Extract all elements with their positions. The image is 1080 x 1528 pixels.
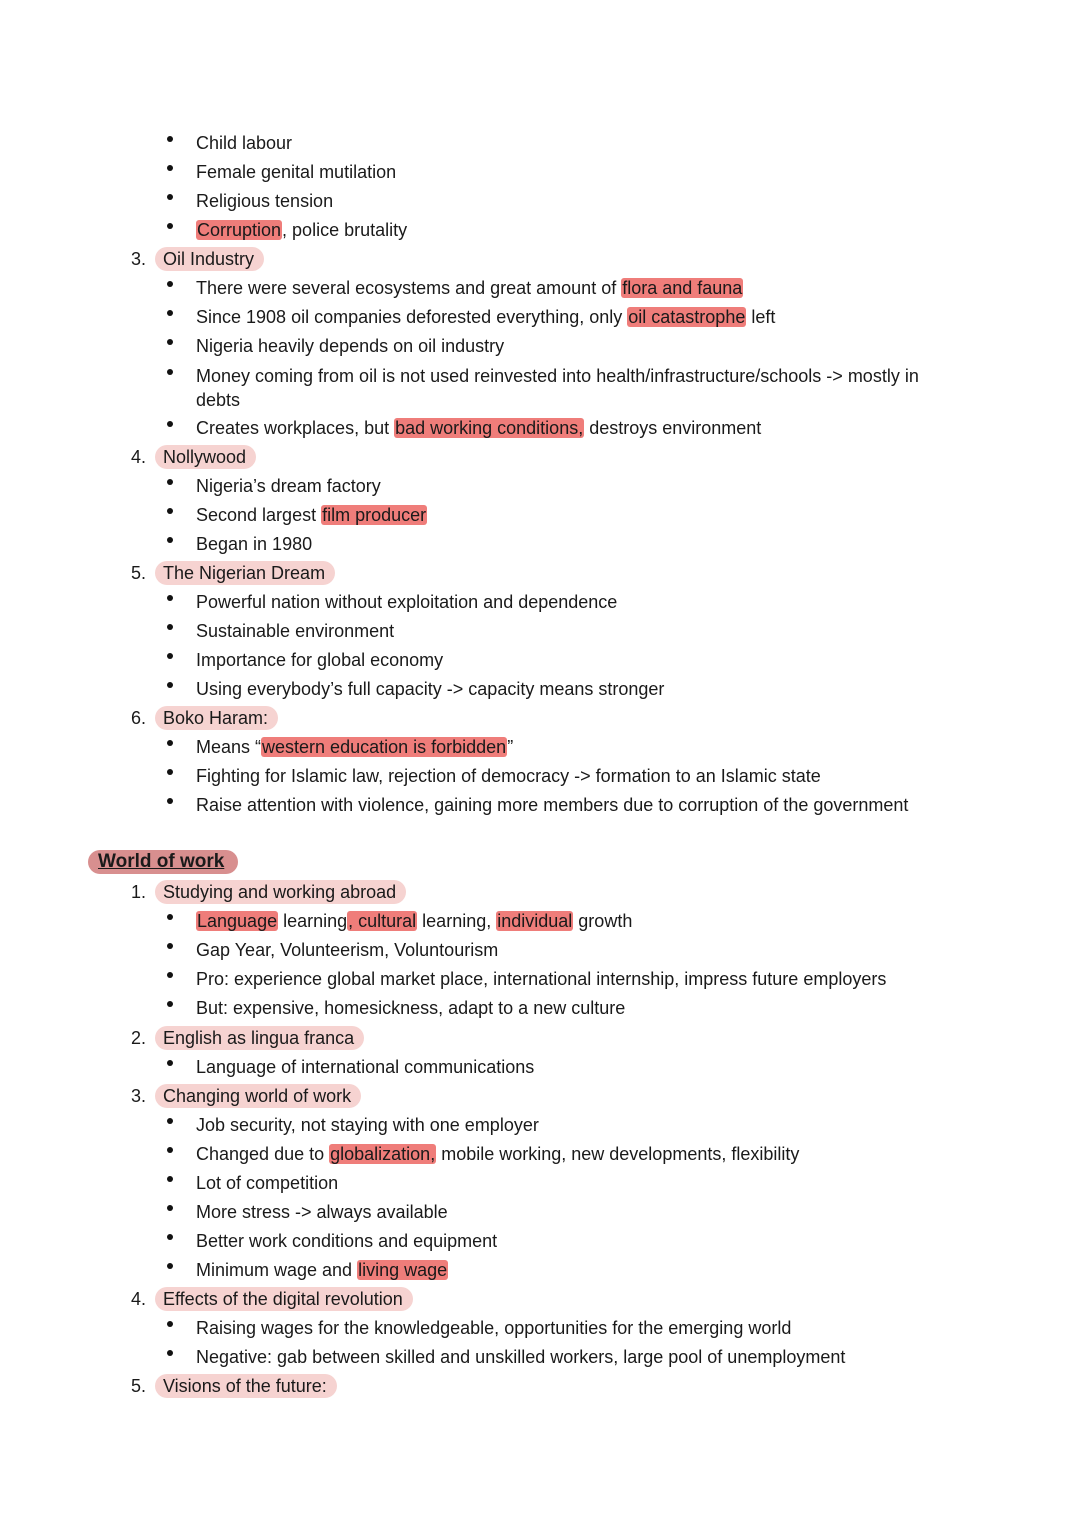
list-number: 5. [131, 563, 147, 583]
bullet [167, 339, 173, 345]
bullet [167, 369, 173, 375]
list-item: Raise attention with violence, gaining more members due to corruption of the government [196, 795, 909, 815]
list-item: Gap Year, Volunteerism, Voluntourism [196, 940, 499, 960]
list-item: Nigeria heavily depends on oil industry [196, 336, 505, 356]
heading-studying-abroad: Studying and working abroad [155, 880, 406, 904]
bullet [167, 769, 173, 775]
list-item: Language of international communications [196, 1057, 535, 1077]
highlight: globalization, [330, 1144, 436, 1164]
list-item: Better work conditions and equipment [196, 1231, 498, 1251]
highlight: individual [497, 911, 573, 931]
heading-changing-world-of-work: Changing world of work [155, 1084, 361, 1108]
list-item: Creates workplaces, but bad working conditions, destroys environment [196, 418, 762, 438]
list-item: Using everybody’s full capacity -> capacity means stronger [196, 679, 665, 699]
bullet [167, 943, 173, 949]
bullet [167, 165, 173, 171]
list-item: Pro: experience global market place, international internship, impress future employers [196, 969, 887, 989]
heading-visions-of-the-future: Visions of the future: [155, 1374, 337, 1398]
list-number: 3. [131, 1086, 147, 1106]
bullet [167, 1205, 173, 1211]
list-item: Means “western education is forbidden” [196, 737, 514, 757]
highlight: Corruption [197, 220, 282, 240]
heading-boko-haram: Boko Haram: [155, 706, 278, 730]
heading-nigerian-dream: The Nigerian Dream [155, 561, 335, 585]
heading-oil-industry: Oil Industry [155, 247, 264, 271]
bullet [167, 972, 173, 978]
bullet [167, 653, 173, 659]
bullet [167, 1060, 173, 1066]
bullet [167, 281, 173, 287]
highlight: flora and fauna [622, 278, 743, 298]
bullet [167, 1321, 173, 1327]
list-item: Negative: gab between skilled and unskilled workers, large pool of unemployment [196, 1347, 846, 1367]
list-item: But: expensive, homesickness, adapt to a new culture [196, 998, 626, 1018]
bullet [167, 682, 173, 688]
highlight: , cultural [348, 911, 417, 931]
highlight: Language [197, 911, 278, 931]
list-item: Money coming from oil is not used reinvested into health/infrastructure/schools -> mostly in debts [196, 366, 919, 410]
list-item: Sustainable environment [196, 621, 395, 641]
highlight: western education is forbidden [262, 737, 507, 757]
bullet [167, 194, 173, 200]
list-item: Child labour [196, 133, 293, 153]
bullet [167, 914, 173, 920]
bullet [167, 537, 173, 543]
list-item: Job security, not staying with one employer [196, 1115, 539, 1135]
bullet [167, 1118, 173, 1124]
list-number: 4. [131, 447, 147, 467]
list-item: Nigeria’s dream factory [196, 476, 381, 496]
list-item: Powerful nation without exploitation and dependence [196, 592, 618, 612]
highlight: oil catastrophe [628, 307, 746, 327]
list-item: There were several ecosystems and great amount of flora and fauna [196, 278, 743, 298]
list-item: Fighting for Islamic law, rejection of democracy -> formation to an Islamic state [196, 766, 821, 786]
list-item: Began in 1980 [196, 534, 313, 554]
bullet [167, 1263, 173, 1269]
bullet [167, 508, 173, 514]
list-item: Since 1908 oil companies deforested everything, only oil catastrophe left [196, 307, 776, 327]
bullet [167, 479, 173, 485]
list-number: 1. [131, 882, 147, 902]
list-number: 3. [131, 249, 147, 269]
list-item: Changed due to globalization, mobile working, new developments, flexibility [196, 1144, 800, 1164]
heading-digital-revolution: Effects of the digital revolution [155, 1287, 413, 1311]
bullet [167, 1234, 173, 1240]
list-item: Raising wages for the knowledgeable, opportunities for the emerging world [196, 1318, 792, 1338]
bullet [167, 595, 173, 601]
bullet [167, 1176, 173, 1182]
list-item: Female genital mutilation [196, 162, 397, 182]
bullet [167, 1147, 173, 1153]
bullet [167, 798, 173, 804]
list-number: 2. [131, 1028, 147, 1048]
highlight: bad working conditions, [395, 418, 584, 438]
list-item: Language learning, cultural learning, individual growth [197, 911, 633, 931]
list-item: Second largest film producer [196, 505, 427, 525]
bullet [167, 1350, 173, 1356]
list-item: Importance for global economy [196, 650, 444, 670]
list-number: 6. [131, 708, 147, 728]
list-item: Religious tension [196, 191, 334, 211]
highlight: living wage [358, 1260, 448, 1280]
bullet [167, 1001, 173, 1007]
bullet [167, 740, 173, 746]
bullet [167, 624, 173, 630]
bullet [167, 310, 173, 316]
list-item: Corruption, police brutality [197, 220, 408, 240]
list-number: 5. [131, 1376, 147, 1396]
bullet [167, 223, 173, 229]
heading-english-lingua-franca: English as lingua franca [155, 1026, 364, 1050]
highlight: film producer [322, 505, 427, 525]
list-number: 4. [131, 1289, 147, 1309]
section-title: World of work [88, 850, 238, 874]
list-item: Lot of competition [196, 1173, 339, 1193]
list-item: More stress -> always available [196, 1202, 448, 1222]
list-item: Minimum wage and living wage [196, 1260, 448, 1280]
bullet [167, 136, 173, 142]
bullet [167, 421, 173, 427]
heading-nollywood: Nollywood [155, 445, 256, 469]
